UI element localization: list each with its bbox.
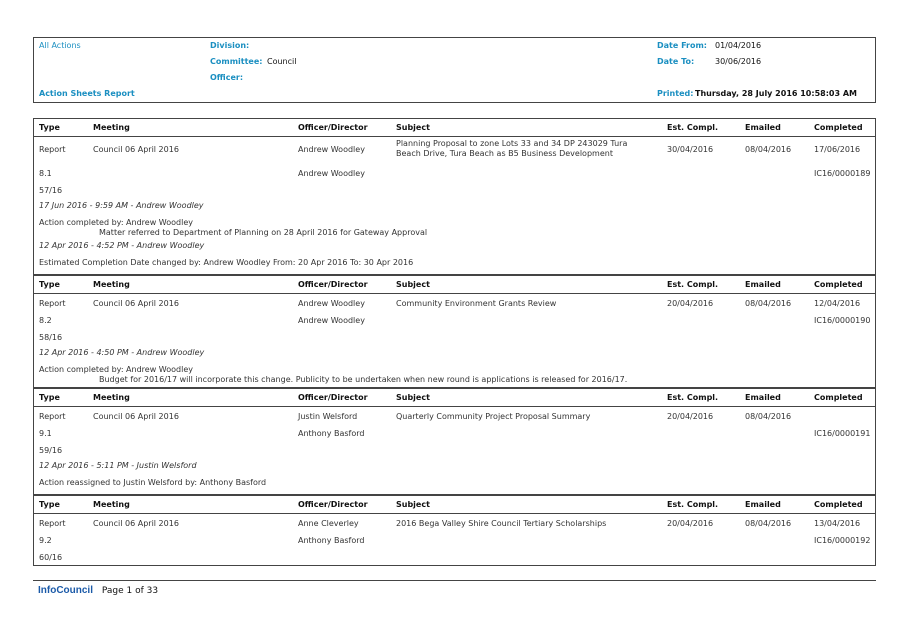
page-footer xyxy=(38,585,158,596)
record-note-text: Action completed by: Andrew Woodley xyxy=(39,365,193,374)
record-minute-number: 57/16 xyxy=(39,186,63,195)
date-to-label: Date To: xyxy=(657,57,695,66)
division-label: Division: xyxy=(210,41,250,50)
record-note xyxy=(34,362,875,387)
record-type: Report xyxy=(39,412,66,421)
col-type: Type xyxy=(39,280,60,289)
record-minute-number: 60/16 xyxy=(39,553,63,562)
record-item-row xyxy=(34,311,875,328)
page-number: Page 1 of 33 xyxy=(101,586,159,596)
record-officer: Anne Cleverley xyxy=(298,519,359,528)
col-officer: Officer/Director xyxy=(298,280,368,289)
record-main-row xyxy=(34,514,875,531)
record-emailed: 08/04/2016 xyxy=(745,519,792,528)
record-item-row xyxy=(34,531,875,548)
record-responsible-officer: Anthony Basford xyxy=(298,429,365,438)
record-note-text: Action completed by: Andrew Woodley xyxy=(39,218,193,227)
record-main-row xyxy=(34,407,875,424)
col-est-compl: Est. Compl. xyxy=(667,280,719,289)
col-emailed: Emailed xyxy=(745,123,781,132)
printed-label: Printed: xyxy=(657,89,694,98)
record-minute-number: 58/16 xyxy=(39,333,63,342)
col-subject: Subject xyxy=(396,280,430,289)
col-subject: Subject xyxy=(396,123,430,132)
record-type: Report xyxy=(39,299,66,308)
col-officer: Officer/Director xyxy=(298,393,368,402)
record-note-text: Action reassigned to Justin Welsford by: Anthony Basford xyxy=(39,478,267,487)
col-meeting: Meeting xyxy=(93,500,130,509)
record-minute-row xyxy=(34,328,875,345)
col-emailed: Emailed xyxy=(745,500,781,509)
record-note-detail: Budget for 2016/17 will incorporate this change. Publicity to be undertaken when new round is applications is released for 2016/17. xyxy=(99,375,628,384)
record-item-number: 9.2 xyxy=(39,536,52,545)
record-subject: Planning Proposal to zone Lots 33 and 34 DP 243029 Tura Beach Drive, Tura Beach as B5 Business Development xyxy=(396,139,628,158)
col-completed: Completed xyxy=(814,123,863,132)
record-item-row xyxy=(34,164,875,181)
record-note-timestamp: 12 Apr 2016 - 5:11 PM - Justin Welsford xyxy=(39,461,197,470)
record-subject: Community Environment Grants Review xyxy=(396,299,557,308)
record-officer: Andrew Woodley xyxy=(298,299,365,308)
record-est-compl: 20/04/2016 xyxy=(667,519,714,528)
action-records xyxy=(33,118,876,566)
action-record xyxy=(34,387,875,494)
col-est-compl: Est. Compl. xyxy=(667,500,719,509)
record-minute-row xyxy=(34,548,875,565)
record-note-timestamp: 17 Jun 2016 - 9:59 AM - Andrew Woodley xyxy=(39,201,204,210)
record-minute-number: 59/16 xyxy=(39,446,63,455)
record-reference: IC16/0000192 xyxy=(814,536,871,545)
report-header xyxy=(33,37,876,103)
record-est-compl: 30/04/2016 xyxy=(667,145,714,154)
col-subject: Subject xyxy=(396,393,430,402)
col-meeting: Meeting xyxy=(93,280,130,289)
record-type: Report xyxy=(39,145,66,154)
record-emailed: 08/04/2016 xyxy=(745,145,792,154)
action-record xyxy=(34,119,875,274)
record-completed: 12/04/2016 xyxy=(814,299,861,308)
record-item-number: 8.1 xyxy=(39,169,52,178)
date-from-value: 01/04/2016 xyxy=(715,41,762,50)
col-emailed: Emailed xyxy=(745,393,781,402)
footer-divider xyxy=(33,580,876,581)
date-to-value: 30/06/2016 xyxy=(715,57,762,66)
record-subject: 2016 Bega Valley Shire Council Tertiary Scholarships xyxy=(396,519,607,528)
col-completed: Completed xyxy=(814,500,863,509)
record-reference: IC16/0000189 xyxy=(814,169,871,178)
record-emailed: 08/04/2016 xyxy=(745,412,792,421)
record-completed: 17/06/2016 xyxy=(814,145,861,154)
record-header-row xyxy=(34,119,875,137)
record-completed: 13/04/2016 xyxy=(814,519,861,528)
col-est-compl: Est. Compl. xyxy=(667,123,719,132)
record-note xyxy=(34,215,875,238)
record-header-row xyxy=(34,389,875,407)
record-reference: IC16/0000191 xyxy=(814,429,871,438)
col-meeting: Meeting xyxy=(93,393,130,402)
record-reference: IC16/0000190 xyxy=(814,316,871,325)
record-note-detail: Matter referred to Department of Planning on 28 April 2016 for Gateway Approval xyxy=(99,228,428,237)
record-header-row xyxy=(34,496,875,514)
infocouncil-logo: InfoCouncil xyxy=(38,585,93,596)
record-meeting: Council 06 April 2016 xyxy=(93,145,179,154)
col-officer: Officer/Director xyxy=(298,123,368,132)
record-responsible-officer: Andrew Woodley xyxy=(298,316,365,325)
record-meeting: Council 06 April 2016 xyxy=(93,412,179,421)
report-title: Action Sheets Report xyxy=(39,89,135,98)
printed-value: Thursday, 28 July 2016 10:58:03 AM xyxy=(695,89,857,98)
record-item-number: 8.2 xyxy=(39,316,52,325)
col-est-compl: Est. Compl. xyxy=(667,393,719,402)
officer-label: Officer: xyxy=(210,73,244,82)
action-record xyxy=(34,494,875,565)
col-type: Type xyxy=(39,393,60,402)
record-item-number: 9.1 xyxy=(39,429,52,438)
col-subject: Subject xyxy=(396,500,430,509)
record-note-text: Estimated Completion Date changed by: Andrew Woodley From: 20 Apr 2016 To: 30 Apr 2016 xyxy=(39,258,414,267)
record-note-timestamp: 12 Apr 2016 - 4:50 PM - Andrew Woodley xyxy=(39,348,205,357)
col-completed: Completed xyxy=(814,393,863,402)
record-minute-row xyxy=(34,441,875,458)
record-meeting: Council 06 April 2016 xyxy=(93,299,179,308)
record-responsible-officer: Andrew Woodley xyxy=(298,169,365,178)
record-subject: Quarterly Community Project Proposal Summary xyxy=(396,412,591,421)
col-officer: Officer/Director xyxy=(298,500,368,509)
record-est-compl: 20/04/2016 xyxy=(667,299,714,308)
col-type: Type xyxy=(39,123,60,132)
record-type: Report xyxy=(39,519,66,528)
record-officer: Justin Welsford xyxy=(298,412,358,421)
all-actions-link[interactable]: All Actions xyxy=(39,41,81,50)
action-record xyxy=(34,274,875,387)
record-minute-row xyxy=(34,181,875,198)
record-main-row xyxy=(34,294,875,311)
col-meeting: Meeting xyxy=(93,123,130,132)
col-type: Type xyxy=(39,500,60,509)
col-completed: Completed xyxy=(814,280,863,289)
record-emailed: 08/04/2016 xyxy=(745,299,792,308)
record-meeting: Council 06 April 2016 xyxy=(93,519,179,528)
committee-value: Council xyxy=(267,57,297,66)
record-responsible-officer: Anthony Basford xyxy=(298,536,365,545)
col-emailed: Emailed xyxy=(745,280,781,289)
record-est-compl: 20/04/2016 xyxy=(667,412,714,421)
record-item-row xyxy=(34,424,875,441)
record-note-timestamp: 12 Apr 2016 - 4:52 PM - Andrew Woodley xyxy=(39,241,205,250)
record-main-row xyxy=(34,137,875,164)
record-officer: Andrew Woodley xyxy=(298,145,365,154)
committee-label: Committee: xyxy=(210,57,263,66)
date-from-label: Date From: xyxy=(657,41,708,50)
record-header-row xyxy=(34,276,875,294)
